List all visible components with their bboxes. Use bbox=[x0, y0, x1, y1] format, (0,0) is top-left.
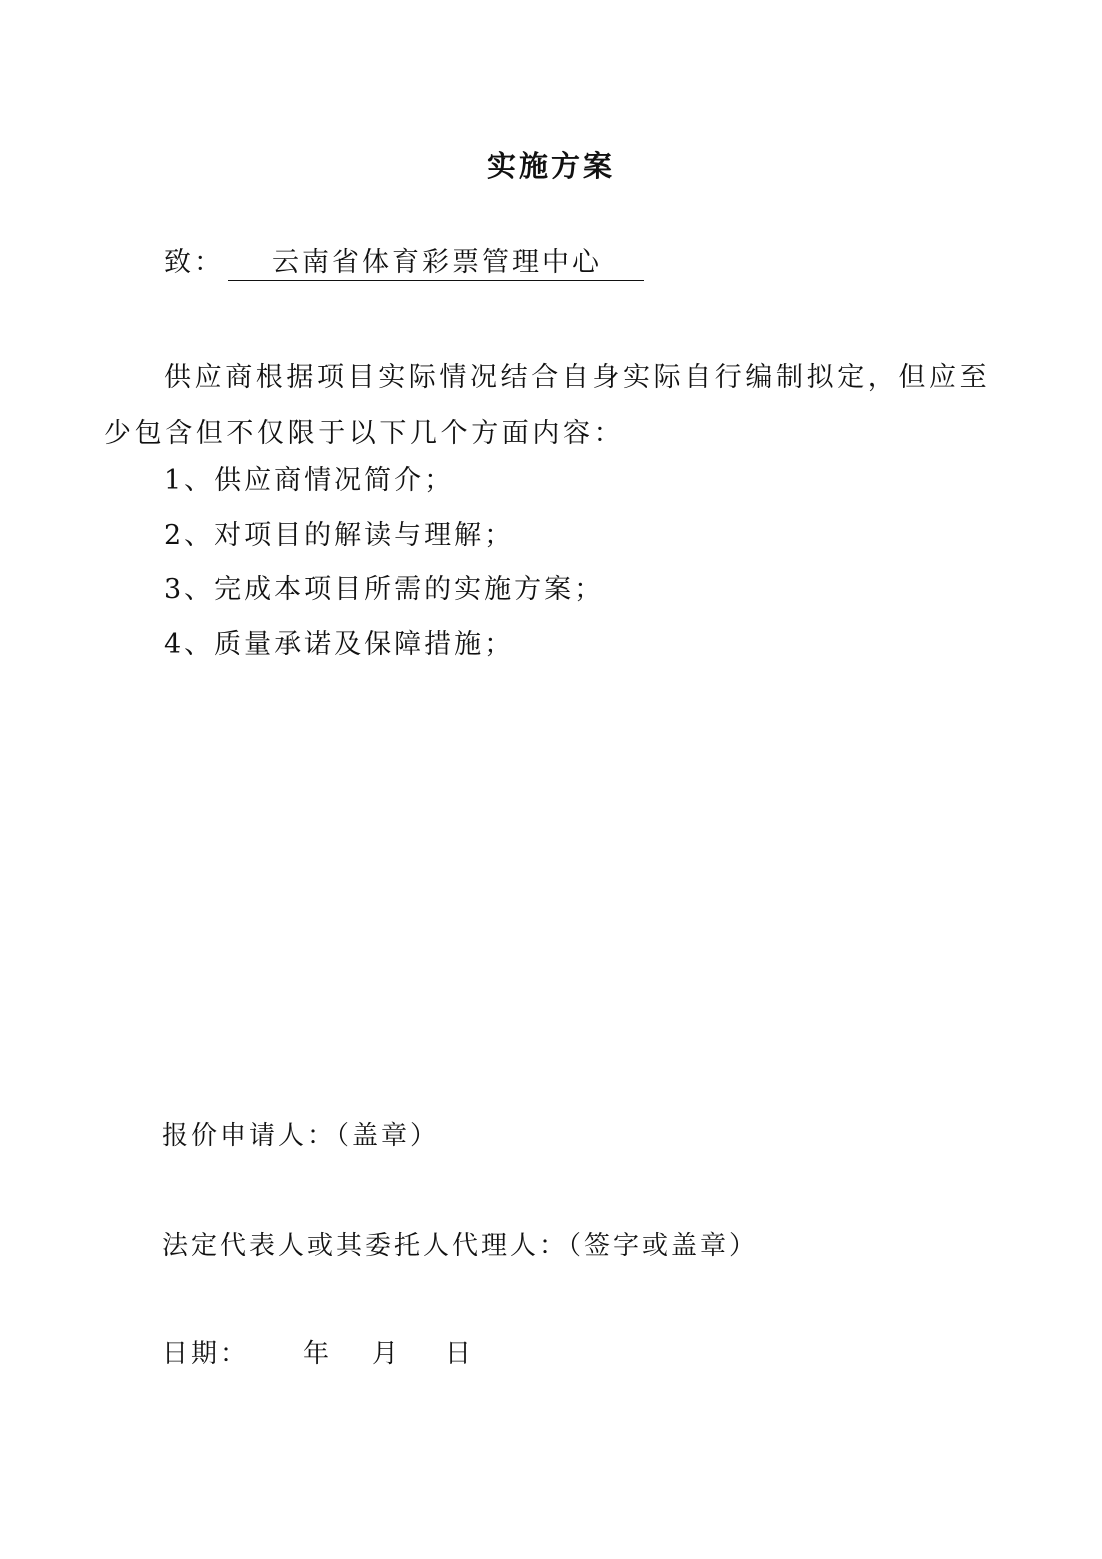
document-title: 实施方案 bbox=[486, 149, 615, 183]
date-label: 日期： bbox=[162, 1339, 250, 1369]
list-item: 1、供应商情况简介； bbox=[164, 465, 455, 496]
list-item: 2、对项目的解读与理解； bbox=[164, 519, 515, 551]
to-label: 致： bbox=[164, 247, 224, 278]
date-line bbox=[162, 1334, 474, 1374]
date-month: 月 bbox=[372, 1339, 402, 1369]
date-year: 年 bbox=[303, 1339, 333, 1369]
recipient-name: 云南省体育彩票管理中心 bbox=[228, 246, 644, 281]
intro-paragraph: 供应商根据项目实际情况结合自身实际自行编制拟定，但应至少包含但不仅限于以下几个方面内容： bbox=[104, 362, 991, 449]
list-item: 3、完成本项目所需的实施方案； bbox=[164, 574, 605, 605]
representative-signature-line: 法定代表人或其委托人代理人：（签字或盖章） bbox=[162, 1231, 759, 1261]
list-item: 4、质量承诺及保障措施； bbox=[164, 628, 515, 660]
applicant-signature-line: 报价申请人：（盖章） bbox=[162, 1121, 440, 1151]
date-day: 日 bbox=[445, 1339, 475, 1369]
content-list bbox=[164, 461, 604, 679]
recipient-line bbox=[164, 243, 644, 283]
